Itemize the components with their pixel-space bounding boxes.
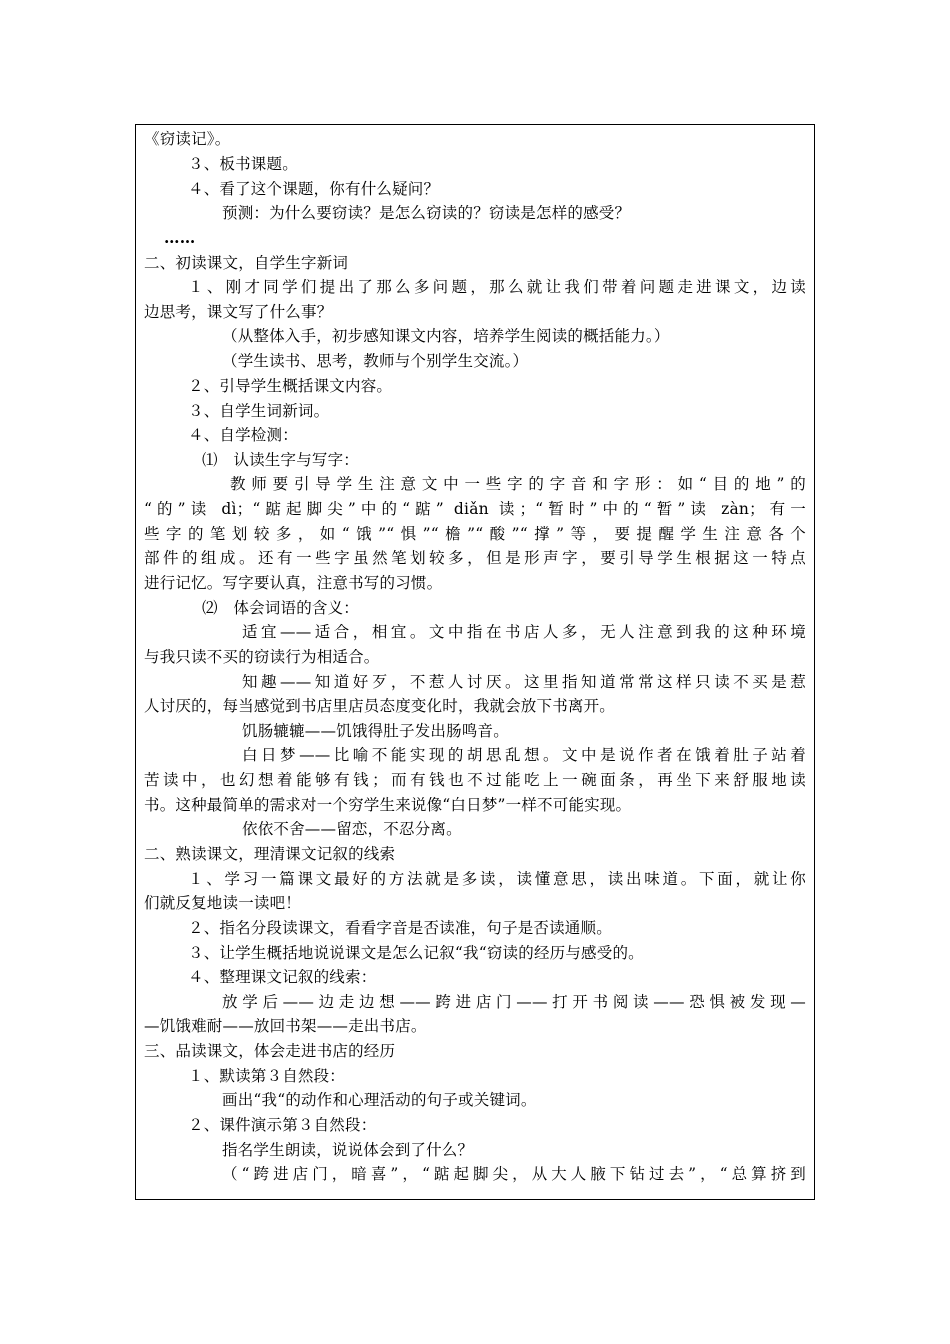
section-heading: 三、品读课文，体会走进书店的经历 xyxy=(144,1042,396,1060)
text-line: ３、让学生概括地说说课文是怎么记叙“我“窃读的经历与感受的。 xyxy=(188,944,644,962)
text-line: １、默读第３自然段： xyxy=(188,1067,346,1085)
text-line: 些字的笔划较多，如“饿”“惧”“檐”“酸”“撑”等，要提醒学生注意各个 xyxy=(144,525,806,543)
text-line: 边思考，课文写了什么事？ xyxy=(144,303,333,321)
text-line: 进行记忆。写字要认真，注意书写的习惯。 xyxy=(144,574,443,592)
text-line: 们就反复地读一读吧！ xyxy=(144,894,302,912)
text-line: 与我只读不买的窃读行为相适合。 xyxy=(144,648,380,666)
text-line: １、刚才同学们提出了那么多问题，那么就让我们带着问题走进课文，边读 xyxy=(188,278,806,296)
sub-item: ⑴ 认读生字与写字： xyxy=(202,451,360,469)
text-line: ３、板书课题。 xyxy=(188,155,298,173)
text-line: 依依不舍——留恋，不忍分离。 xyxy=(242,820,462,838)
text-line: （学生读书、思考，教师与个别学生交流。） xyxy=(222,352,529,370)
section-heading: 二、熟读课文，理清课文记叙的线索 xyxy=(144,845,396,863)
text-line: 部件的组成。还有一些字虽然笔划较多，但是形声字，要引导学生根据这一特点 xyxy=(144,549,806,567)
text-line: ４、整理课文记叙的线索： xyxy=(188,968,377,986)
text-line: 《窃读记》。 xyxy=(144,130,231,148)
text-line: 预测：为什么要窃读？是怎么窃读的？窃读是怎样的感受？ xyxy=(222,204,631,222)
text-line: ２、引导学生概括课文内容。 xyxy=(188,377,393,395)
text-line: 指名学生朗读，说说体会到了什么？ xyxy=(222,1141,474,1159)
text-line: 教师要引导学生注意文中一些字的字音和字形：如“目的地”的 xyxy=(230,475,806,493)
text-line: 苦读中，也幻想着能够有钱；而有钱也不过能吃上一碗面条，再坐下来舒服地读 xyxy=(144,771,806,789)
text-line: （“跨进店门，暗喜”，“踮起脚尖，从大人腋下钻过去”，“总算挤到 xyxy=(222,1165,806,1183)
text-line: 饥肠辘辘——饥饿得肚子发出肠鸣音。 xyxy=(242,722,509,740)
text-line: ４、看了这个课题，你有什么疑问？ xyxy=(188,180,440,198)
sub-item: ⑵ 体会词语的含义： xyxy=(202,599,360,617)
text-line: 适宜——适合，相宜。文中指在书店人多，无人注意到我的这种环境 xyxy=(242,623,806,641)
text-line: （从整体入手，初步感知课文内容，培养学生阅读的概括能力。） xyxy=(222,327,670,345)
text-line: 书。这种最简单的需求对一个穷学生来说像“白日梦”一样不可能实现。 xyxy=(144,796,632,814)
text-line: ４、自学检测： xyxy=(188,426,298,444)
text-line: 白日梦——比喻不能实现的胡思乱想。文中是说作者在饿着肚子站着 xyxy=(242,746,806,764)
text-line: 人讨厌的，每当感觉到书店里店员态度变化时，我就会放下书离开。 xyxy=(144,697,616,715)
text-line: ２、指名分段读课文，看看字音是否读准，句子是否读通顺。 xyxy=(188,919,612,937)
text-line: 知趣——知道好歹，不惹人讨厌。这里指知道常常这样只读不买是惹 xyxy=(242,673,806,691)
text-line: 画出“我“的动作和心理活动的句子或关键词。 xyxy=(222,1091,537,1109)
text-line: ３、自学生词新词。 xyxy=(188,402,330,420)
text-line: “的”读 dì；“踮起脚尖”中的“踮” diǎn 读；“暂时”中的“暂”读 zàn；有一 xyxy=(144,500,806,518)
text-line: —饥饿难耐——放回书架——走出书店。 xyxy=(144,1017,427,1035)
text-line: ２、课件演示第３自然段： xyxy=(188,1116,377,1134)
lesson-plan-table-cell xyxy=(135,124,815,1200)
text-line: １、学习一篇课文最好的方法就是多读，读懂意思，读出味道。下面，就让你 xyxy=(188,870,806,888)
ellipsis-line: …… xyxy=(164,228,196,247)
text-line: 放学后——边走边想——跨进店门——打开书阅读——恐惧被发现— xyxy=(222,993,806,1011)
section-heading: 二、初读课文，自学生字新词 xyxy=(144,254,349,272)
